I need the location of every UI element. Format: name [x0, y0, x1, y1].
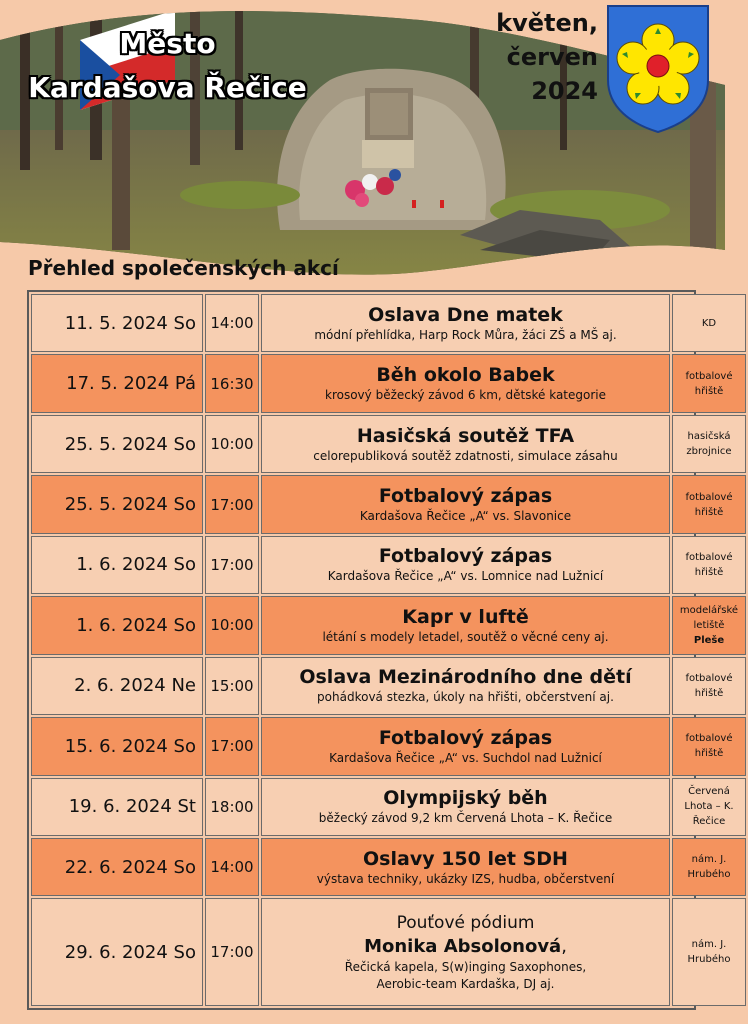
- event-description: [261, 475, 670, 533]
- town-name-line2: Kardašova Řečice: [28, 71, 307, 104]
- event-title: Oslavy 150 let SDH: [363, 847, 568, 870]
- event-date: 25. 5. 2024 So: [31, 415, 203, 473]
- event-row: [31, 354, 746, 412]
- event-place-text: modelářské letiště: [679, 604, 739, 631]
- event-time: 10:00: [205, 415, 259, 473]
- event-subtitle: Kardašova Řečice „A“ vs. Suchdol nad Lužnicí: [329, 750, 602, 765]
- event-date: 1. 6. 2024 So: [31, 536, 203, 594]
- event-title: Oslava Mezinárodního dne dětí: [299, 666, 632, 689]
- period-year: 2024: [531, 77, 598, 105]
- event-place: [672, 717, 746, 775]
- event-subtitle: Kardašova Řečice „A“ vs. Lomnice nad Lužnicí: [327, 569, 604, 584]
- event-row: [31, 717, 746, 775]
- event-title: Oslava Dne matek: [368, 303, 563, 326]
- event-place-text: KD: [701, 317, 717, 329]
- event-date: 19. 6. 2024 St: [31, 778, 203, 836]
- event-place-bold: Pleše: [693, 634, 725, 646]
- event-place-text: nám. J. Hrubého: [687, 854, 731, 881]
- event-place-text: fotbalové hřiště: [685, 733, 733, 760]
- event-description: [261, 898, 670, 1006]
- event-row: [31, 415, 746, 473]
- event-title: Fotbalový zápas: [378, 726, 553, 749]
- event-description: [261, 596, 670, 654]
- event-place: [672, 778, 746, 836]
- event-description: [261, 415, 670, 473]
- event-row: [31, 536, 746, 594]
- event-title: [262, 935, 669, 959]
- event-subtitle: Kardašova Řečice „A“ vs. Slavonice: [359, 509, 572, 524]
- event-subtitle: výstava techniky, ukázky IZS, hudba, občerstvení: [316, 871, 615, 886]
- event-place-text: Červená Lhota – K. Řečice: [684, 786, 734, 828]
- event-place-text: fotbalové hřiště: [685, 672, 733, 699]
- event-description: [261, 838, 670, 896]
- coat-of-arms: [608, 6, 708, 132]
- event-subtitle-line2: Aerobic-team Kardaška, DJ aj.: [376, 977, 555, 992]
- event-place: [672, 536, 746, 594]
- event-title: Olympijský běh: [383, 787, 548, 810]
- event-subtitle: módní přehlídka, Harp Rock Můra, žáci ZŠ a MŠ aj.: [314, 327, 617, 342]
- event-description: [261, 536, 670, 594]
- event-subtitle: pohádková stezka, úkoly na hřišti, občerstvení aj.: [317, 690, 614, 705]
- event-date: 17. 5. 2024 Pá: [31, 354, 203, 412]
- event-time: 18:00: [205, 778, 259, 836]
- event-date: 29. 6. 2024 So: [31, 898, 203, 1006]
- event-date: 15. 6. 2024 So: [31, 717, 203, 775]
- event-time: 14:00: [205, 838, 259, 896]
- event-time: 14:00: [205, 294, 259, 352]
- event-date: 11. 5. 2024 So: [31, 294, 203, 352]
- event-place: [672, 596, 746, 654]
- event-place: [672, 415, 746, 473]
- event-subtitle: celorepubliková soutěž zdatnosti, simulace zásahu: [313, 448, 618, 463]
- event-description: [261, 778, 670, 836]
- event-time: 17:00: [205, 898, 259, 1006]
- event-time: 10:00: [205, 596, 259, 654]
- event-title: Fotbalový zápas: [378, 485, 553, 508]
- event-place: [672, 838, 746, 896]
- event-pre-title: Pouťové pódium: [396, 913, 535, 934]
- event-row-last: [31, 898, 746, 1006]
- event-place-text: fotbalové hřiště: [685, 491, 733, 518]
- event-row: [31, 838, 746, 896]
- event-row: [31, 475, 746, 533]
- event-place: [672, 354, 746, 412]
- event-subtitle-line1: Řečická kapela, S(w)inging Saxophones,: [344, 960, 587, 975]
- event-title: Fotbalový zápas: [378, 545, 553, 568]
- event-row: [31, 596, 746, 654]
- event-description: [261, 717, 670, 775]
- events-table: [29, 292, 748, 1008]
- section-title: Přehled společenských akcí: [28, 256, 339, 280]
- event-subtitle: běžecký závod 9,2 km Červená Lhota – K. Řečice: [318, 811, 613, 826]
- event-title: Hasičská soutěž TFA: [356, 424, 575, 447]
- event-place-text: hasičská zbrojnice: [686, 431, 732, 458]
- period-months: květen, červen: [496, 9, 598, 71]
- event-row: [31, 778, 746, 836]
- town-name-line1: Město: [119, 27, 216, 60]
- event-place-text: fotbalové hřiště: [685, 370, 733, 397]
- event-date: 25. 5. 2024 So: [31, 475, 203, 533]
- event-title-text: Monika Absolonová: [364, 936, 562, 958]
- event-place: [672, 294, 746, 352]
- event-place: nám. J. Hrubého: [672, 898, 746, 1006]
- event-place: [672, 475, 746, 533]
- event-place: [672, 657, 746, 715]
- event-row: [31, 657, 746, 715]
- events-table-frame: [27, 290, 739, 1010]
- event-date: 1. 6. 2024 So: [31, 596, 203, 654]
- event-description: [261, 354, 670, 412]
- event-time: 17:00: [205, 536, 259, 594]
- event-time: 15:00: [205, 657, 259, 715]
- event-time: 17:00: [205, 475, 259, 533]
- event-date: 22. 6. 2024 So: [31, 838, 203, 896]
- event-place-text: fotbalové hřiště: [685, 551, 733, 578]
- event-subtitle: krosový běžecký závod 6 km, dětské kategorie: [325, 388, 606, 403]
- event-description: [261, 294, 670, 352]
- period-label: [398, 6, 598, 108]
- event-row: [31, 294, 746, 352]
- event-title: Běh okolo Babek: [376, 364, 555, 387]
- event-description: [261, 657, 670, 715]
- event-time: 16:30: [205, 354, 259, 412]
- town-name: [10, 22, 325, 110]
- event-title-suffix: ,: [561, 936, 567, 958]
- event-time: 17:00: [205, 717, 259, 775]
- event-title: Kapr v luftě: [402, 605, 529, 628]
- header: [0, 0, 725, 300]
- event-date: 2. 6. 2024 Ne: [31, 657, 203, 715]
- event-subtitle: létání s modely letadel, soutěž o věcné ceny aj.: [322, 629, 609, 644]
